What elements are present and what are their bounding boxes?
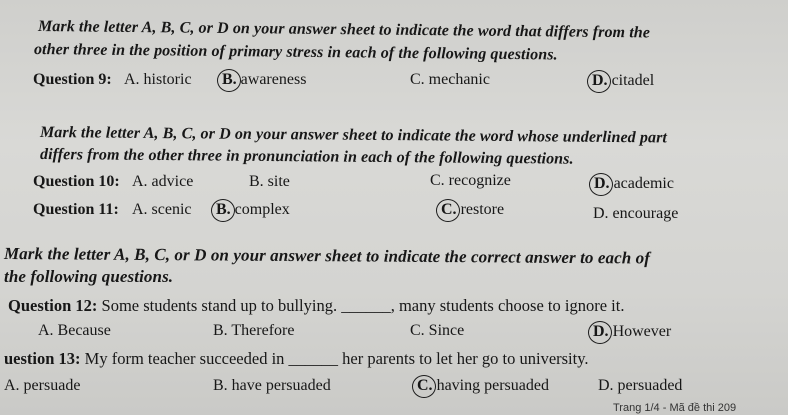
q13-option-c[interactable] — [417, 377, 549, 395]
question-10-row — [33, 173, 120, 191]
q9-option-d-text: citadel — [607, 72, 655, 89]
q10-option-a[interactable]: A. advice — [132, 173, 194, 190]
q11-option-c-letter: C. — [441, 201, 457, 218]
q10-option-d-text: academic — [609, 175, 674, 192]
section1-instruction-line1: Mark the letter A, B, C, or D on your answer sheet to indicate the word that differs from the — [37, 18, 651, 42]
q11-option-d[interactable]: D. encourage — [593, 205, 679, 222]
q11-option-b-text: complex — [230, 201, 290, 218]
q10-option-d-letter: D. — [594, 175, 610, 192]
q12-option-d-text: However — [608, 323, 672, 340]
q11-option-c[interactable] — [441, 201, 504, 219]
section2-instruction-line2: differs from the other three in pronunciation in each of the following questions. — [39, 146, 574, 168]
question-12-row — [8, 297, 624, 315]
question-13-row — [4, 350, 589, 368]
question-10-label: Question 10: — [33, 173, 120, 190]
q10-option-b[interactable]: B. site — [249, 173, 290, 190]
q9-option-c[interactable]: C. mechanic — [410, 71, 490, 88]
q13-option-c-letter: C. — [417, 377, 433, 394]
question-11-label: Question 11: — [33, 201, 119, 218]
q9-option-a[interactable]: A. historic — [124, 71, 192, 88]
q12-option-b[interactable]: B. Therefore — [213, 322, 295, 339]
q10-option-d[interactable] — [594, 175, 674, 193]
q12-option-c[interactable]: C. Since — [410, 322, 465, 339]
q9-option-b-letter: B. — [222, 71, 237, 88]
q12-option-d[interactable] — [593, 323, 671, 341]
q9-option-b[interactable] — [222, 71, 306, 89]
section3-instruction-line2: the following questions. — [4, 267, 174, 286]
question-11-row — [33, 201, 119, 219]
q10-option-c[interactable]: C. recognize — [430, 172, 511, 189]
question-12-text: Some students stand up to bullying. ______, many students choose to ignore it. — [97, 296, 625, 315]
section1-instruction-line2: other three in the position of primary stress in each of the following questions. — [33, 41, 558, 64]
q9-option-b-text: awareness — [236, 71, 307, 88]
question-13-text: My form teacher succeeded in ______ her parents to let her go to university. — [80, 349, 589, 368]
section2-instruction-line1: Mark the letter A, B, C, or D on your answer sheet to indicate the word whose underlined part — [39, 124, 668, 147]
q12-option-d-letter: D. — [593, 323, 609, 340]
q11-option-a[interactable]: A. scenic — [132, 201, 192, 218]
page-footer: Trang 1/4 - Mã đề thi 209 — [613, 402, 737, 414]
question-9-label: Question 9: — [33, 71, 112, 88]
q11-option-b[interactable] — [216, 201, 290, 219]
q11-option-c-text: restore — [456, 201, 505, 218]
q11-option-b-letter: B. — [216, 201, 231, 218]
q13-option-c-text: having persuaded — [432, 377, 549, 394]
section3-instruction-line1: Mark the letter A, B, C, or D on your answer sheet to indicate the correct answer to each of — [3, 244, 651, 268]
q12-option-a[interactable]: A. Because — [38, 322, 111, 339]
q13-option-d[interactable]: D. persuaded — [598, 377, 683, 394]
q13-option-a[interactable]: A. persuade — [4, 377, 81, 394]
q9-option-d[interactable] — [592, 72, 654, 90]
q13-option-b[interactable]: B. have persuaded — [213, 377, 331, 394]
question-12-label: Question 12: — [8, 296, 98, 315]
question-13-label: uestion 13: — [4, 349, 81, 368]
q9-option-d-letter: D. — [592, 72, 608, 89]
question-9-row — [33, 71, 112, 89]
